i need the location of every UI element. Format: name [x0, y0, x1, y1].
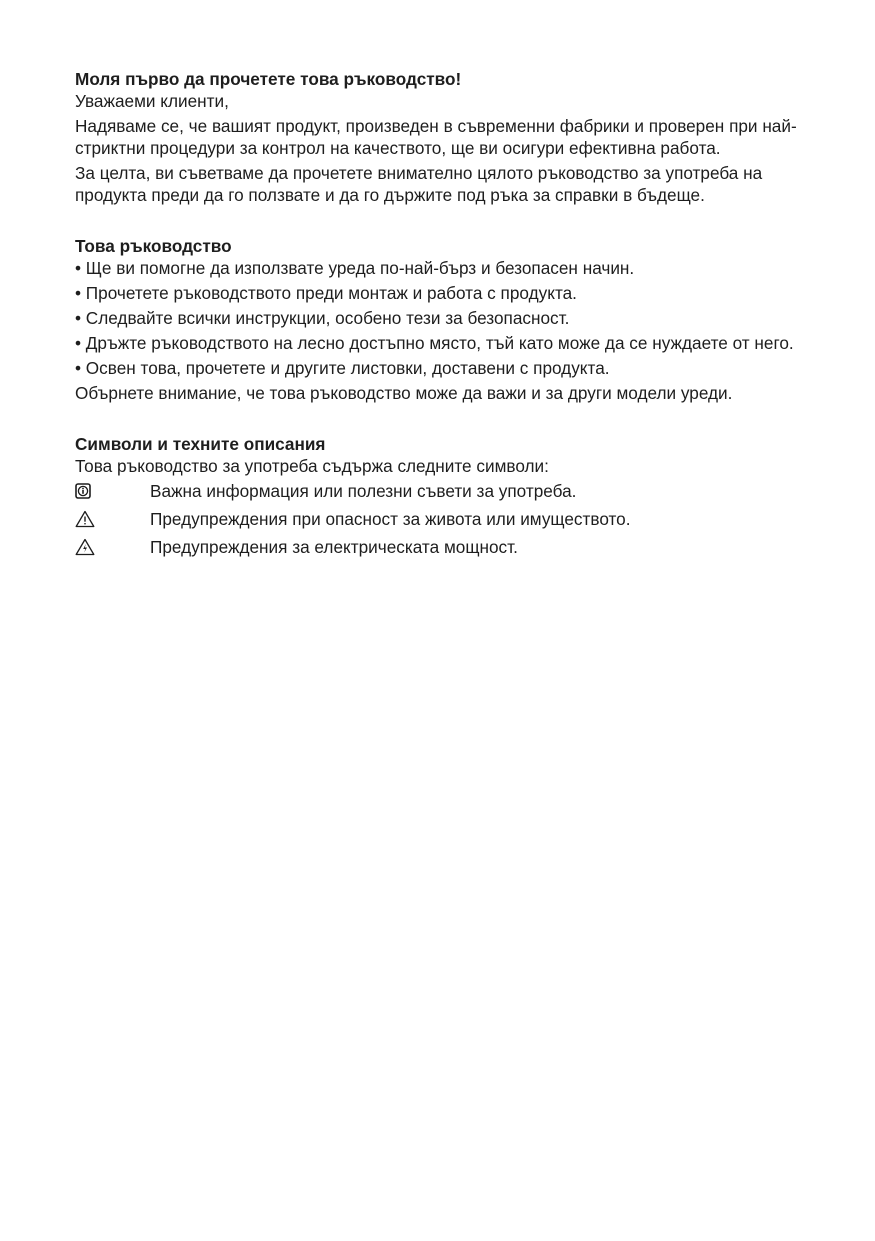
- intro-greeting: Уважаеми клиенти,: [75, 91, 229, 111]
- manual-bullet: • Ще ви помогне да използвате уреда по-най-бърз и безопасен начин.: [75, 258, 635, 278]
- symbol-row-info: [75, 480, 815, 502]
- intro-title: Моля първо да прочетете това ръководство!: [75, 69, 462, 89]
- manual-bullet: • Освен това, прочетете и другите листовки, доставени с продукта.: [75, 358, 610, 378]
- symbol-row-warning: [75, 508, 815, 530]
- manual-bullet: • Прочетете ръководството преди монтаж и работа с продукта.: [75, 283, 577, 303]
- manual-note: Обърнете внимание, че това ръководство може да важи и за други модели уреди.: [75, 383, 733, 403]
- symbol-description: Предупреждения при опасност за живота или имуществото.: [150, 509, 631, 529]
- electric-warning-icon: [75, 536, 150, 558]
- symbol-row-electric-warning: [75, 536, 815, 558]
- manual-bullet: • Дръжте ръководството на лесно достъпно място, тъй като може да се нуждаете от него.: [75, 333, 794, 353]
- symbol-description: Важна информация или полезни съвети за употреба.: [150, 481, 577, 501]
- intro-paragraph-2: За целта, ви съветваме да прочетете внимателно цялото ръководство за употреба на продукта преди да го ползвате и да го държите под ръка за справки в бъдеще.: [75, 163, 763, 205]
- manual-section-title: Това ръководство: [75, 236, 232, 256]
- info-icon: [75, 480, 150, 502]
- symbols-intro: Това ръководство за употреба съдържа следните символи:: [75, 456, 549, 476]
- symbols-section-title: Символи и техните описания: [75, 434, 326, 454]
- symbol-description: Предупреждения за електрическата мощност.: [150, 537, 518, 557]
- manual-bullet: • Следвайте всички инструкции, особено тези за безопасност.: [75, 308, 570, 328]
- page-content: [75, 68, 815, 564]
- intro-paragraph-1: Надяваме се, че вашият продукт, произведен в съвременни фабрики и проверен при най-стриктни процедури за контрол на качеството, ще ви осигури ефективна работа.: [75, 116, 797, 158]
- warning-icon: [75, 508, 150, 530]
